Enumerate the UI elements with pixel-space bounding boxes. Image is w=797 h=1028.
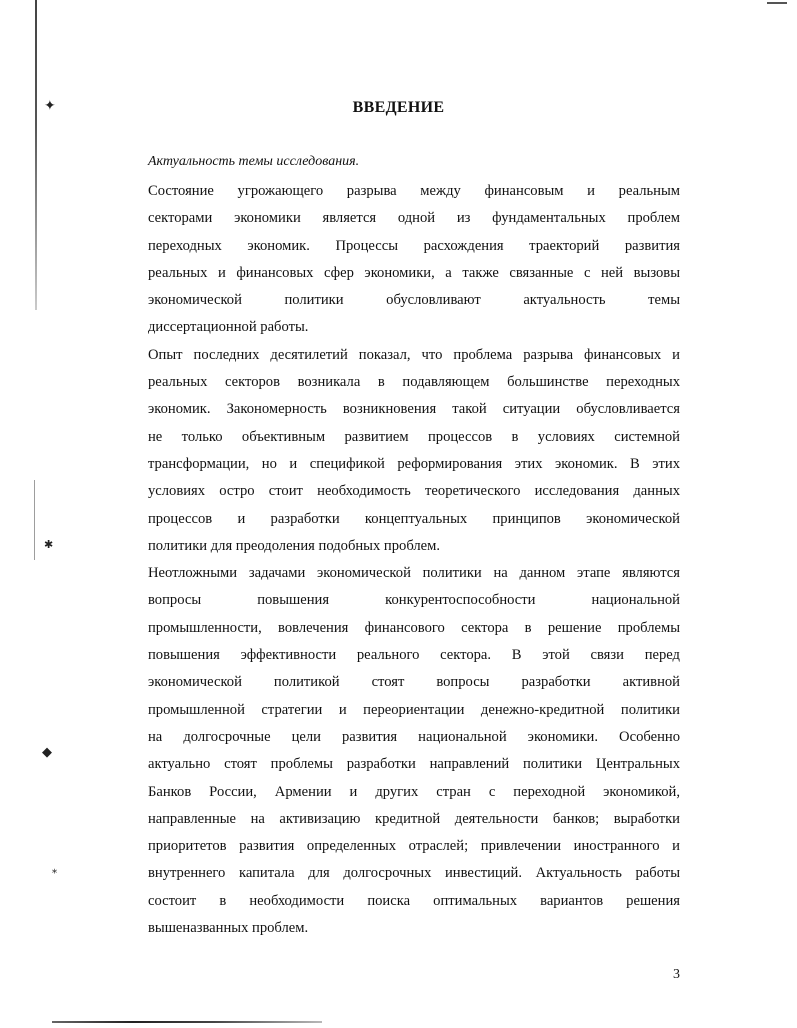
text-line: повышения эффективности реального сектора. В этой связи перед <box>148 647 680 664</box>
text-line: не только объективным развитием процессов в условиях системной <box>148 428 680 445</box>
scan-mark-star-icon: ✱ <box>44 539 54 551</box>
text-line: трансформации, но и спецификой реформирования этих экономик. В этих <box>148 455 680 472</box>
text-line: актуально стоят проблемы разработки направлений политики Центральных <box>148 756 680 773</box>
text-line: внутреннего капитала для долгосрочных инвестиций. Актуальность работы <box>148 865 680 882</box>
text-line: экономической политикой стоят вопросы разработки активной <box>148 674 680 691</box>
section-subtitle: Актуальность темы исследования. <box>148 154 360 169</box>
scan-bottom-line <box>52 1021 322 1023</box>
scan-mark-small-icon: ⁎ <box>52 865 57 876</box>
page-number: 3 <box>673 967 680 982</box>
text-line: Неотложными задачами экономической политики на данном этапе являются <box>148 565 680 582</box>
text-line: реальных секторов возникала в подавляющем большинстве переходных <box>148 374 680 391</box>
text-line: экономик. Закономерность возникновения такой ситуации обусловливается <box>148 401 680 418</box>
text-line: диссертационной работы. <box>148 319 309 336</box>
scan-mark-arrow-icon: ✦ <box>44 99 56 114</box>
text-line: направленные на активизацию кредитной деятельности банков; выработки <box>148 810 680 827</box>
scan-artifact-dash <box>767 2 787 4</box>
text-line: реальных и финансовых сфер экономики, а также связанные с ней вызовы <box>148 264 680 281</box>
scan-margin-line <box>35 0 37 310</box>
text-line: состоит в необходимости поиска оптимальных вариантов решения <box>148 892 680 909</box>
text-line: Опыт последних десятилетий показал, что проблема разрыва финансовых и <box>148 346 680 363</box>
page-title: ВВЕДЕНИЕ <box>352 99 445 116</box>
text-line: приоритетов развития определенных отраслей; привлечении иностранного и <box>148 838 680 855</box>
text-line: промышленности, вовлечения финансового сектора в решение проблемы <box>148 619 680 636</box>
text-line: промышленной стратегии и переориентации денежно-кредитной политики <box>148 701 680 718</box>
text-line: условиях остро стоит необходимость теоретического исследования данных <box>148 483 680 500</box>
text-line: процессов и разработки концептуальных принципов экономической <box>148 510 680 527</box>
text-line: экономической политики обусловливают актуальность темы <box>148 292 680 309</box>
scan-margin-line-lower <box>34 480 35 560</box>
text-line: политики для преодоления подобных проблем. <box>148 537 441 554</box>
text-line: секторами экономики является одной из фундаментальных проблем <box>148 210 680 227</box>
text-line: вышеназванных проблем. <box>148 920 309 937</box>
body-text <box>148 178 680 942</box>
scan-mark-dot-icon: ◆ <box>42 744 52 759</box>
text-line: Банков России, Армении и других стран с переходной экономикой, <box>148 783 680 800</box>
text-line: Состояние угрожающего разрыва между финансовым и реальным <box>148 183 680 199</box>
text-line: на долгосрочные цели развития национальной экономики. Особенно <box>148 728 680 745</box>
text-line: переходных экономик. Процессы расхождения траекторий развития <box>148 237 680 254</box>
text-line: вопросы повышения конкурентоспособности национальной <box>148 592 680 609</box>
